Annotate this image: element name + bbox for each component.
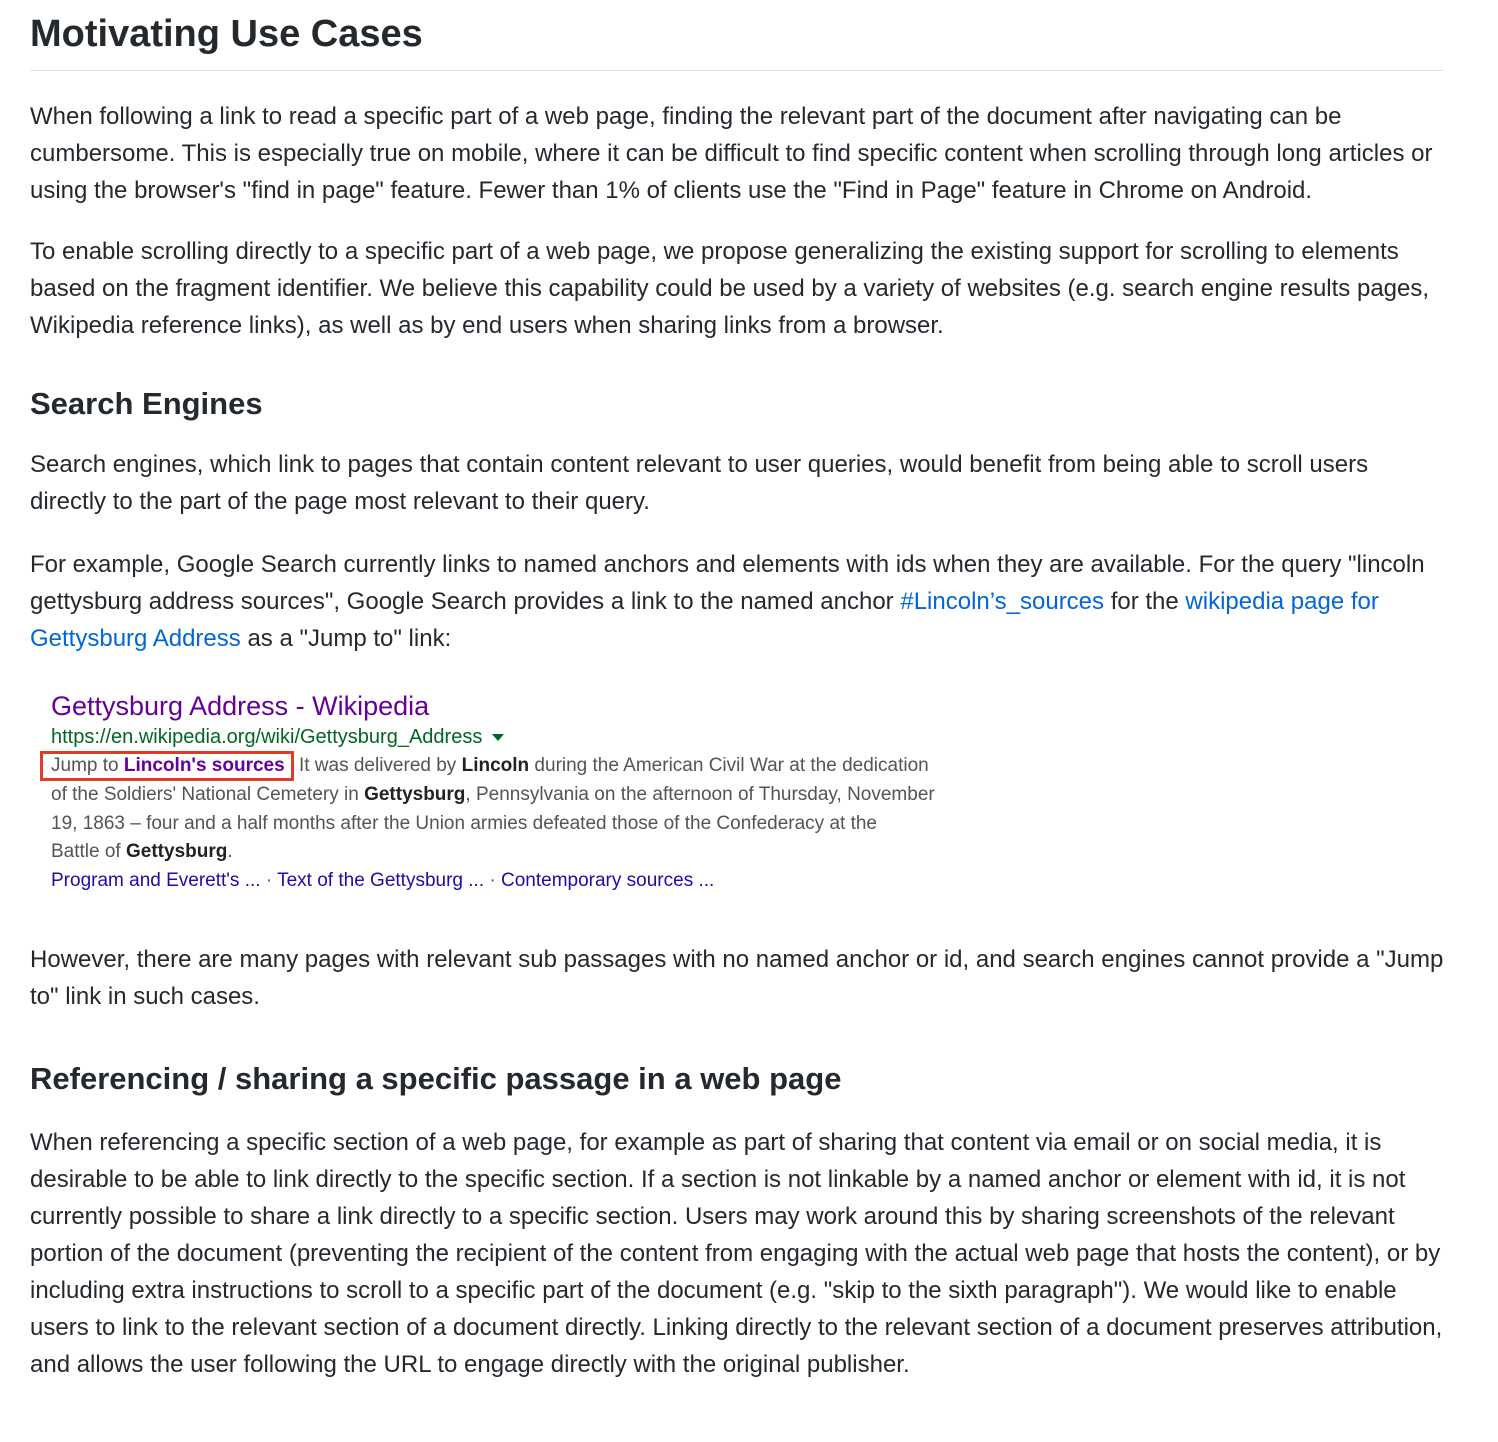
sitelink-program[interactable]: Program and Everett's ... <box>51 869 261 891</box>
serp-snippet <box>51 751 1011 867</box>
paragraph-text: for the <box>1104 588 1186 615</box>
search-engines-paragraph-3: However, there are many pages with relevant sub passages with no named anchor or id, and search engines cannot provide a "Jump to" link in such cases. <box>30 945 1444 1010</box>
snippet-bold: Gettysburg <box>126 841 228 862</box>
sitelink-separator: · <box>265 869 273 891</box>
jump-to-link[interactable]: Lincoln's sources <box>123 755 285 776</box>
snippet-text: during the American Civil War at the dedication <box>529 755 929 776</box>
wikipedia-gettysburg-link[interactable]: wikipedia page for Gettysburg Address <box>30 588 1379 652</box>
serp-sitelinks <box>51 867 1011 895</box>
page-title: Motivating Use Cases <box>30 0 1444 71</box>
sitelink-text[interactable]: Text of the Gettysburg ... <box>277 869 485 891</box>
serp-url <box>51 723 1011 751</box>
jump-to-highlight-box <box>40 751 294 781</box>
section-heading-sharing: Referencing / sharing a specific passage in a web page <box>30 1060 842 1096</box>
paragraph-text: as a "Jump to" link: <box>240 625 452 652</box>
search-result-screenshot <box>51 691 1011 895</box>
sitelink-contemporary[interactable]: Contemporary sources ... <box>501 869 715 891</box>
snippet-text: , Pennsylvania on the afternoon of Thursday, November <box>465 784 935 805</box>
intro-paragraph-2: To enable scrolling directly to a specific part of a web page, we propose generalizing the existing support for scrolling to elements based on the fragment identifier. We believe this capability could be used by a variety of websites (e.g. search engine results pages, Wikipedia reference links), as well as by end users when sharing links from a browser. <box>30 238 1430 339</box>
snippet-bold: Gettysburg <box>364 784 466 805</box>
sharing-paragraph-1: When referencing a specific section of a web page, for example as part of sharing that content via email or on social media, it is desirable to be able to link directly to the specific section. If a section is not linkable by a named anchor or element with id, it is not currently possible to share a link directly to a specific section. Users may work around this by sharing screenshots of the relevant portion of the document (preventing the recipient of the content from engaging with the actual web page that hosts the content), or by including extra instructions to scroll to a specific part of the document (e.g. "skip to the sixth paragraph"). We would like to enable users to link to the relevant section of a document directly. Linking directly to the relevant section of a document preserves attribution, and allows the user following the URL to engage directly with the original publisher. <box>30 1128 1443 1378</box>
jump-to-prefix: Jump to <box>51 755 124 776</box>
snippet-text: It was delivered by <box>293 755 462 776</box>
serp-title-link[interactable]: Gettysburg Address - Wikipedia <box>51 691 430 721</box>
caret-down-icon[interactable] <box>492 734 504 741</box>
snippet-text: 19, 1863 – four and a half months after the Union armies defeated those of the Confederacy at the <box>51 812 877 834</box>
snippet-text: of the Soldiers' National Cemetery in <box>51 784 365 805</box>
search-engines-paragraph-1: Search engines, which link to pages that contain content relevant to user queries, would benefit from being able to scroll users directly to the part of the page most relevant to their query. <box>30 451 1369 515</box>
serp-url-text: https://en.wikipedia.org/wiki/Gettysburg_Address <box>51 726 483 748</box>
snippet-text: . <box>227 841 233 862</box>
snippet-text: Battle of <box>51 841 126 862</box>
snippet-bold: Lincoln <box>461 755 530 776</box>
section-heading-search-engines: Search Engines <box>30 386 263 421</box>
lincolns-sources-anchor-link[interactable]: #Lincoln’s_sources <box>900 588 1105 615</box>
paragraph-text: For example, Google Search currently links to named anchors and elements with ids when they are available. For the query "lincoln gettysburg address sources", Google Search provides a link to the named anchor <box>30 551 1425 615</box>
search-engines-paragraph-2 <box>30 546 1444 657</box>
sitelink-separator: · <box>489 869 496 891</box>
intro-paragraph-1: When following a link to read a specific part of a web page, finding the relevant part of the document after navigating can be cumbersome. This is especially true on mobile, where it can be difficult to find specific content when scrolling through long articles or using the browser's "find in page" feature. Fewer than 1% of clients use the "Find in Page" feature in Chrome on Android. <box>30 103 1433 204</box>
